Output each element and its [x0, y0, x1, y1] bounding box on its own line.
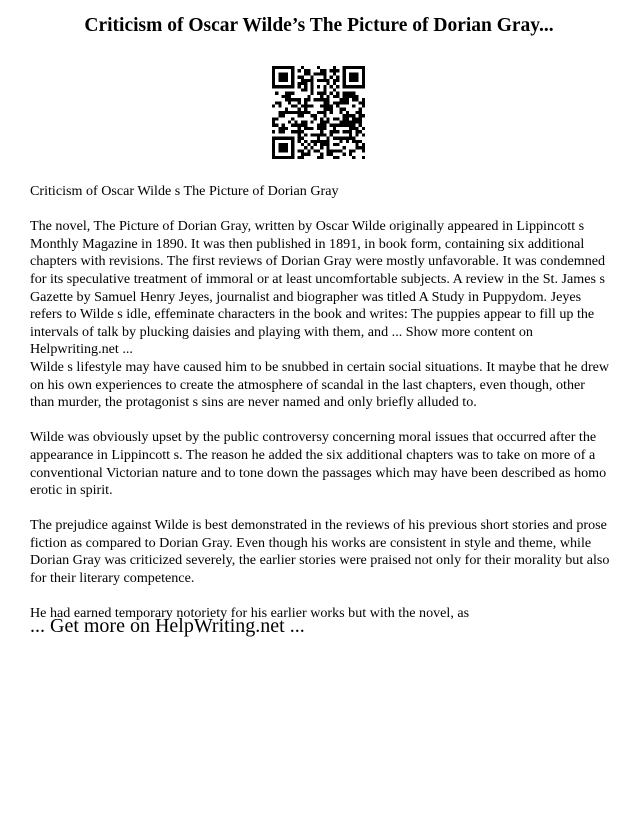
document-heading: Criticism of Oscar Wilde s The Picture of Dorian Gray	[30, 183, 339, 199]
qr-code-icon[interactable]	[272, 66, 365, 159]
page-title: Criticism of Oscar Wilde’s The Picture of Dorian Gray...	[84, 15, 554, 36]
get-more-link[interactable]: ... Get more on HelpWriting.net ...	[30, 615, 305, 637]
paragraph: The prejudice against Wilde is best demonstrated in the reviews of his previous short stories and prose fiction as compared to Dorian Gray. Even though his works are consistent in style and theme, while Dorian Gray was criticized severely, the earlier stories were praised not only for their morality but also for their literary competence.	[30, 517, 610, 587]
document-body	[30, 183, 610, 623]
paragraph: The novel, The Picture of Dorian Gray, written by Oscar Wilde originally appeared in Lippincott s Monthly Magazine in 1890. It was then published in 1891, in book form, containing six additional chapters with revisions. The first reviews of Dorian Gray were mostly unfavorable. It was condemned for its speculative treatment of immoral or at least uncomfortable subjects. A review in the St. James s Gazette by Samuel Henry Jeyes, journalist and biographer was titled A Study in Puppydom. Jeyes refers to Wilde s idle, effeminate characters in the book and writes: The puppies appear to fill up the intervals of talk by plucking daisies and playing with them, and ... Show more content on Helpwriting.net ...	[30, 218, 606, 358]
paragraph: Wilde s lifestyle may have caused him to be snubbed in certain social situations. It maybe that he drew on his own experiences to create the atmosphere of scandal in the last chapters, even though, other than murder, the protagonist s sins are never named and only briefly alluded to.	[30, 358, 610, 411]
paragraph: Wilde was obviously upset by the public controversy concerning moral issues that occurred after the appearance in Lippincott s. The reason he added the six additional chapters was to take on more of a conventional Victorian nature and to tone down the passages which may have been described as homo erotic in spirit.	[30, 429, 607, 499]
paragraph: He had earned temporary notoriety for his earlier works but with the novel, as	[30, 605, 470, 622]
